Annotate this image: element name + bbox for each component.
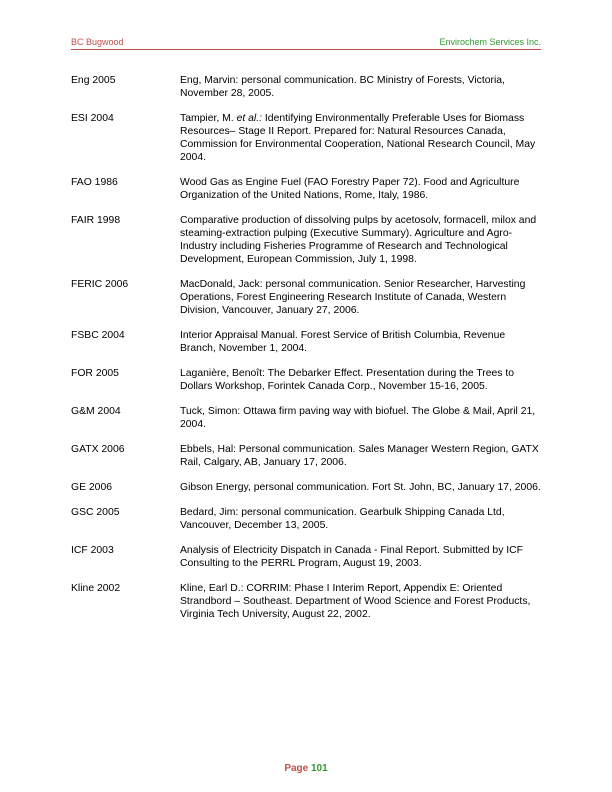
reference-text: MacDonald, Jack: personal communication. Senior Researcher, Harvesting Operations, Forest Engineering Research Institute of Canada, Western Division, Vancouver, January 27, 2006.	[180, 279, 526, 316]
reference-text: Analysis of Electricity Dispatch in Canada - Final Report. Submitted by ICF Consulting to the PERRL Program, August 19, 2003.	[180, 545, 524, 569]
reference-text: Eng, Marvin: personal communication. BC Ministry of Forests, Victoria, November 28, 2005.	[180, 75, 505, 99]
header-left-title: BC Bugwood	[71, 37, 124, 47]
reference-key: ICF 2003	[71, 545, 114, 556]
page-number: 101	[311, 763, 328, 774]
reference-text-part: Tampier, M.	[180, 113, 237, 124]
reference-text: Laganière, Benoît: The Debarker Effect. Presentation during the Trees to Dollars Workshop, Forintek Canada Corp., November 15-16, 2005.	[180, 368, 515, 392]
reference-text: Comparative production of dissolving pulps by acetosolv, formacell, milox and steaming-extraction pulping (Executive Summary). Agriculture and Agro-Industry including Fisheries Programme of Research and Technological Development, European Commission, July 1, 1998.	[180, 215, 537, 265]
reference-key: GE 2006	[71, 482, 113, 493]
reference-entry	[71, 506, 543, 532]
reference-entry	[71, 405, 543, 431]
header-right-title: Envirochem Services Inc.	[439, 37, 541, 47]
reference-text: Interior Appraisal Manual. Forest Service of British Columbia, Revenue Branch, November 1, 2004.	[180, 330, 506, 354]
reference-text: Kline, Earl D.: CORRIM: Phase I Interim Report, Appendix E: Oriented Strandbord – Southeast. Department of Wood Science and Forest Products, Virginia Tech University, August 22, 2002.	[180, 583, 531, 620]
reference-key: FOR 2005	[71, 368, 119, 379]
page-footer	[0, 763, 612, 774]
page-label: Page	[284, 763, 311, 774]
reference-text: Gibson Energy, personal communication. Fort St. John, BC, January 17, 2006.	[180, 482, 541, 493]
reference-entry	[71, 329, 543, 355]
reference-text: Bedard, Jim: personal communication. Gearbulk Shipping Canada Ltd, Vancouver, December 13, 2005.	[180, 507, 505, 531]
reference-key: FSBC 2004	[71, 330, 125, 341]
reference-entry	[71, 74, 543, 100]
reference-entry	[71, 443, 543, 469]
page-header	[71, 36, 541, 50]
reference-list	[71, 74, 543, 621]
reference-entry	[71, 481, 543, 494]
reference-key: Kline 2002	[71, 583, 121, 594]
reference-entry	[71, 582, 543, 621]
reference-entry	[71, 214, 543, 266]
reference-entry	[71, 112, 543, 164]
reference-text	[180, 112, 543, 164]
reference-text-part: Identifying Environmentally Preferable Uses for Biomass Resources– Stage II Report. Prepared for: Natural Resources Canada, Commission for Environmental Cooperation, National Research Council, May 2004.	[180, 113, 536, 163]
reference-entry	[71, 367, 543, 393]
reference-key: FAIR 1998	[71, 215, 121, 226]
reference-key: FERIC 2006	[71, 279, 129, 290]
reference-entry	[71, 176, 543, 202]
reference-key: GATX 2006	[71, 444, 125, 455]
reference-key: FAO 1986	[71, 177, 118, 188]
reference-text: Wood Gas as Engine Fuel (FAO Forestry Paper 72). Food and Agriculture Organization of the United Nations, Rome, Italy, 1986.	[180, 177, 520, 201]
reference-text-italic: et al.:	[236, 113, 263, 124]
reference-key: G&M 2004	[71, 406, 121, 417]
reference-text: Tuck, Simon: Ottawa firm paving way with biofuel. The Globe & Mail, April 21, 2004.	[180, 406, 536, 430]
reference-text: Ebbels, Hal: Personal communication. Sales Manager Western Region, GATX Rail, Calgary, AB, January 17, 2006.	[180, 444, 539, 468]
reference-entry	[71, 278, 543, 317]
reference-key: ESI 2004	[71, 113, 114, 124]
reference-key: GSC 2005	[71, 507, 120, 518]
reference-entry	[71, 544, 543, 570]
reference-key: Eng 2005	[71, 75, 116, 86]
